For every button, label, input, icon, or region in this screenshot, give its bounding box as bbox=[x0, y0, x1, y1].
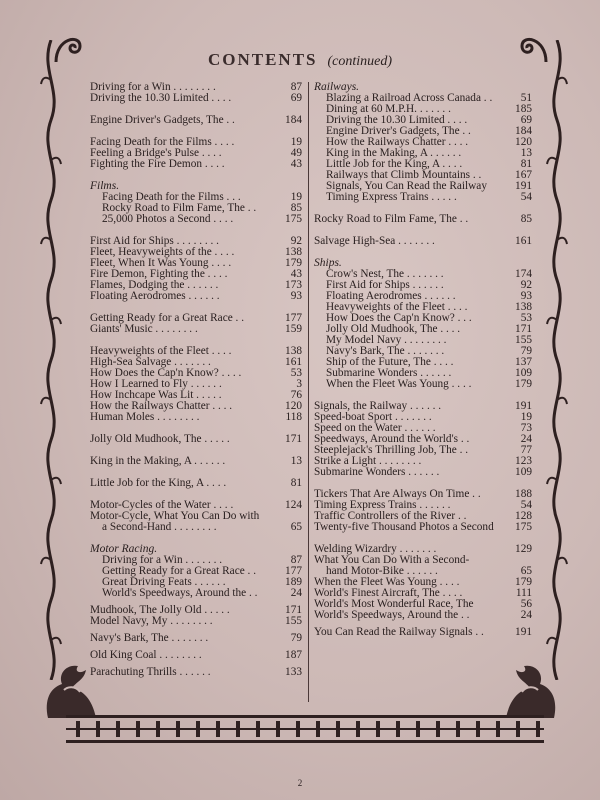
toc-entry bbox=[90, 566, 302, 577]
entry-title: Jolly Old Mudhook, The . . . . bbox=[326, 324, 461, 335]
entry-page: 53 bbox=[290, 367, 302, 379]
entry-page: 19 bbox=[290, 136, 302, 148]
entry-title: Steeplejack's Thrilling Job, The . . bbox=[314, 445, 469, 456]
toc-entry bbox=[90, 500, 302, 511]
entry-page: 49 bbox=[290, 147, 302, 159]
toc-entry bbox=[90, 616, 302, 627]
toc-entry bbox=[314, 280, 532, 291]
toc-entry bbox=[314, 115, 532, 126]
entry-title: Getting Ready for a Great Race . . bbox=[90, 313, 245, 324]
entry-title: Speed on the Water . . . . . . bbox=[314, 423, 436, 434]
toc-entry bbox=[314, 192, 532, 203]
toc-entry bbox=[314, 126, 532, 137]
entry-title: Great Driving Feats . . . . . . bbox=[102, 577, 226, 588]
entry-page: 177 bbox=[285, 565, 302, 577]
toc-entry bbox=[90, 412, 302, 423]
entry-title: Old King Coal . . . . . . . . bbox=[90, 650, 202, 661]
entry-page: 184 bbox=[515, 125, 532, 137]
entry-title: hand Motor-Bike . . . . . . bbox=[326, 566, 438, 577]
toc-entry bbox=[90, 434, 302, 445]
toc-entry bbox=[314, 467, 532, 478]
entry-title: High-Sea Salvage . . . . . . . bbox=[90, 357, 211, 368]
entry-page: 85 bbox=[520, 213, 532, 225]
entry-title: Fighting the Fire Demon . . . . bbox=[90, 159, 225, 170]
entry-page: 87 bbox=[290, 554, 302, 566]
entry-page: 87 bbox=[290, 81, 302, 93]
entry-page: 81 bbox=[520, 158, 532, 170]
toc-entry bbox=[90, 555, 302, 566]
entry-title: Parachuting Thrills . . . . . . bbox=[90, 667, 211, 678]
entry-title: Crow's Nest, The . . . . . . . bbox=[326, 269, 444, 280]
toc-entry bbox=[90, 650, 302, 661]
toc-entry bbox=[314, 159, 532, 170]
entry-page: 155 bbox=[285, 615, 302, 627]
entry-page: 118 bbox=[285, 411, 302, 423]
entry-title: Driving the 10.30 Limited . . . . bbox=[326, 115, 468, 126]
entry-title: How Does the Cap'n Know? . . . bbox=[326, 313, 472, 324]
toc-entry bbox=[90, 192, 302, 203]
entry-title: King in the Making, A . . . . . . bbox=[90, 456, 226, 467]
entry-title: Jolly Old Mudhook, The . . . . . bbox=[90, 434, 230, 445]
entry-page: 167 bbox=[515, 169, 532, 181]
entry-page: 191 bbox=[515, 400, 532, 412]
entry-title: Feeling a Bridge's Pulse . . . . bbox=[90, 148, 222, 159]
toc-entry bbox=[90, 401, 302, 412]
entry-page: 187 bbox=[285, 649, 302, 661]
entry-title: Submarine Wonders . . . . . . bbox=[314, 467, 440, 478]
entry-page: 174 bbox=[515, 268, 532, 280]
entry-title: Human Moles . . . . . . . . bbox=[90, 412, 200, 423]
entry-page: 177 bbox=[285, 312, 302, 324]
toc-entry bbox=[90, 368, 302, 379]
entry-title: World's Most Wonderful Race, The bbox=[314, 599, 474, 610]
toc-entry bbox=[314, 346, 532, 357]
spacer bbox=[314, 225, 532, 236]
title-continued: (continued) bbox=[327, 54, 393, 69]
toc-entry bbox=[314, 544, 532, 555]
toc-entry bbox=[90, 236, 302, 247]
entry-page: 19 bbox=[520, 411, 532, 423]
right-griffin-ornament bbox=[500, 660, 562, 720]
entry-title: Salvage High-Sea . . . . . . . bbox=[314, 236, 435, 247]
toc-entry bbox=[90, 667, 302, 678]
spacer bbox=[90, 445, 302, 456]
toc-entry bbox=[90, 478, 302, 489]
entry-title: Little Job for the King, A . . . . bbox=[326, 159, 463, 170]
entry-page: 138 bbox=[285, 246, 302, 258]
entry-page: 159 bbox=[285, 323, 302, 335]
entry-title: How Does the Cap'n Know? . . . . bbox=[90, 368, 242, 379]
entry-title: Facing Death for the Films . . . bbox=[102, 192, 241, 203]
spacer bbox=[90, 423, 302, 434]
toc-entry bbox=[314, 511, 532, 522]
entry-page: 65 bbox=[520, 565, 532, 577]
entry-page: 191 bbox=[515, 180, 532, 192]
entry-page: 161 bbox=[285, 356, 302, 368]
toc-entry bbox=[90, 456, 302, 467]
toc-entry bbox=[314, 170, 532, 181]
entry-page: 54 bbox=[520, 499, 532, 511]
entry-page: 109 bbox=[515, 466, 532, 478]
entry-page: 185 bbox=[515, 103, 532, 115]
entry-title: Giants' Music . . . . . . . . bbox=[90, 324, 198, 335]
entry-title: Dining at 60 M.P.H. . . . . . . bbox=[326, 104, 451, 115]
toc-entry bbox=[314, 148, 532, 159]
spacer bbox=[90, 302, 302, 313]
spacer bbox=[90, 467, 302, 478]
toc-entry bbox=[90, 633, 302, 644]
toc-entry bbox=[314, 214, 532, 225]
entry-page: 137 bbox=[515, 356, 532, 368]
toc-entry bbox=[90, 82, 302, 93]
toc-entry bbox=[90, 93, 302, 104]
entry-page: 24 bbox=[520, 433, 532, 445]
entry-title: King in the Making, A . . . . . . bbox=[326, 148, 462, 159]
toc-entry bbox=[314, 335, 532, 346]
entry-title: a Second-Hand . . . . . . . . bbox=[102, 522, 217, 533]
entry-title: Flames, Dodging the . . . . . . bbox=[90, 280, 219, 291]
spacer bbox=[90, 489, 302, 500]
entry-page: 128 bbox=[515, 510, 532, 522]
entry-page: 120 bbox=[515, 136, 532, 148]
toc-entry bbox=[314, 627, 532, 638]
entry-page: 188 bbox=[515, 488, 532, 500]
entry-page: 92 bbox=[520, 279, 532, 291]
spacer bbox=[314, 390, 532, 401]
toc-entry bbox=[90, 605, 302, 616]
entry-page: 179 bbox=[285, 257, 302, 269]
spacer bbox=[90, 170, 302, 181]
entry-page: 191 bbox=[515, 626, 532, 638]
entry-title: Fire Demon, Fighting the . . . . bbox=[90, 269, 228, 280]
entry-title: Welding Wizardry . . . . . . . bbox=[314, 544, 437, 555]
toc-entry bbox=[314, 401, 532, 412]
toc-entry bbox=[90, 214, 302, 225]
entry-page: 175 bbox=[285, 213, 302, 225]
entry-title: You Can Read the Railway Signals . . bbox=[314, 627, 484, 638]
entry-title: Engine Driver's Gadgets, The . . bbox=[326, 126, 471, 137]
toc-entry bbox=[90, 148, 302, 159]
entry-title: Heavyweights of the Fleet . . . . bbox=[326, 302, 468, 313]
entry-page: 171 bbox=[285, 433, 302, 445]
entry-page: 92 bbox=[290, 235, 302, 247]
toc-entry bbox=[90, 313, 302, 324]
entry-title: Floating Aerodromes . . . . . . bbox=[90, 291, 220, 302]
entry-page: 109 bbox=[515, 367, 532, 379]
entry-page: 161 bbox=[515, 235, 532, 247]
title-main: CONTENTS bbox=[207, 50, 318, 69]
entry-title: Driving the 10.30 Limited . . . . bbox=[90, 93, 232, 104]
entry-page: 184 bbox=[285, 114, 302, 126]
right-vine-ornament bbox=[546, 40, 568, 680]
entry-page: 133 bbox=[285, 666, 302, 678]
toc-entry bbox=[314, 137, 532, 148]
entry-title: Traffic Controllers of the River . . bbox=[314, 511, 467, 522]
entry-title: Little Job for the King, A . . . . bbox=[90, 478, 227, 489]
entry-page: 73 bbox=[520, 422, 532, 434]
entry-title: World's Speedways, Around the . . bbox=[314, 610, 470, 621]
toc-entry bbox=[314, 577, 532, 588]
section-heading: Films. bbox=[90, 180, 120, 192]
entry-title: Timing Express Trains . . . . . . bbox=[314, 500, 451, 511]
entry-title: World's Finest Aircraft, The . . . . bbox=[314, 588, 463, 599]
toc-entry bbox=[314, 357, 532, 368]
toc-entry bbox=[90, 357, 302, 368]
section-heading: Motor Racing. bbox=[90, 543, 158, 555]
right-column bbox=[314, 82, 532, 638]
entry-title: Railways that Climb Mountains . . bbox=[326, 170, 482, 181]
entry-page: 85 bbox=[290, 202, 302, 214]
entry-page: 19 bbox=[290, 191, 302, 203]
spacer bbox=[314, 247, 532, 258]
entry-page: 79 bbox=[520, 345, 532, 357]
entry-title: Rocky Road to Film Fame, The . . bbox=[102, 203, 257, 214]
toc-entry bbox=[314, 423, 532, 434]
toc-entry bbox=[90, 324, 302, 335]
entry-title: How I Learned to Fly . . . . . . bbox=[90, 379, 222, 390]
toc-entry bbox=[314, 302, 532, 313]
spacer bbox=[90, 335, 302, 346]
toc-entry bbox=[90, 577, 302, 588]
entry-page: 53 bbox=[520, 312, 532, 324]
entry-title: Twenty-five Thousand Photos a Second bbox=[314, 522, 494, 533]
entry-page: 54 bbox=[520, 191, 532, 203]
entry-title: How the Railways Chatter . . . . bbox=[90, 401, 233, 412]
entry-page: 43 bbox=[290, 268, 302, 280]
entry-title: Blazing a Railroad Across Canada . . bbox=[326, 93, 493, 104]
toc-entry bbox=[314, 522, 532, 533]
entry-title: When the Fleet Was Young . . . . bbox=[326, 379, 472, 390]
entry-title: Floating Aerodromes . . . . . . bbox=[326, 291, 456, 302]
spacer bbox=[90, 126, 302, 137]
entry-page: 123 bbox=[515, 455, 532, 467]
toc-entry bbox=[314, 489, 532, 500]
entry-page: 93 bbox=[290, 290, 302, 302]
entry-page: 129 bbox=[515, 543, 532, 555]
entry-title: Ship of the Future, The . . . . bbox=[326, 357, 454, 368]
toc-entry bbox=[90, 291, 302, 302]
entry-title: When the Fleet Was Young . . . . bbox=[314, 577, 460, 588]
entry-page: 171 bbox=[285, 604, 302, 616]
entry-page: 79 bbox=[290, 632, 302, 644]
entry-title: How Inchcape Was Lit . . . . . bbox=[90, 390, 222, 401]
toc-entry bbox=[314, 434, 532, 445]
toc-entry bbox=[314, 291, 532, 302]
entry-page: 43 bbox=[290, 158, 302, 170]
toc-entry bbox=[90, 390, 302, 401]
toc-entry bbox=[90, 346, 302, 357]
entry-page: 171 bbox=[515, 323, 532, 335]
toc-entry bbox=[314, 456, 532, 467]
spacer bbox=[90, 104, 302, 115]
entry-title: Rocky Road to Film Fame, The . . bbox=[314, 214, 469, 225]
entry-title: How the Railways Chatter . . . . bbox=[326, 137, 469, 148]
entry-page: 120 bbox=[285, 400, 302, 412]
entry-page: 124 bbox=[285, 499, 302, 511]
entry-page: 93 bbox=[520, 290, 532, 302]
entry-page: 24 bbox=[520, 609, 532, 621]
entry-title: Strike a Light . . . . . . . . bbox=[314, 456, 422, 467]
entry-page: 65 bbox=[290, 521, 302, 533]
entry-page: 81 bbox=[290, 477, 302, 489]
spacer bbox=[314, 533, 532, 544]
entry-page: 13 bbox=[520, 147, 532, 159]
entry-title: Motor-Cycles of the Water . . . . bbox=[90, 500, 234, 511]
entry-page: 69 bbox=[520, 114, 532, 126]
toc-entry bbox=[90, 159, 302, 170]
entry-page: 138 bbox=[285, 345, 302, 357]
toc-entry bbox=[90, 203, 302, 214]
toc-entry bbox=[90, 280, 302, 291]
entry-title: Timing Express Trains . . . . . bbox=[326, 192, 457, 203]
toc-entry bbox=[314, 104, 532, 115]
entry-title: Signals, the Railway . . . . . . bbox=[314, 401, 442, 412]
toc-entry bbox=[314, 599, 532, 610]
entry-page: 13 bbox=[290, 455, 302, 467]
entry-page: 3 bbox=[296, 378, 302, 390]
entry-page: 173 bbox=[285, 279, 302, 291]
entry-title: My Model Navy . . . . . . . . bbox=[326, 335, 447, 346]
left-column bbox=[90, 82, 302, 678]
toc-entry bbox=[314, 236, 532, 247]
spacer bbox=[314, 478, 532, 489]
toc-entry bbox=[90, 115, 302, 126]
page-title bbox=[0, 50, 600, 70]
entry-title: Mudhook, The Jolly Old . . . . . bbox=[90, 605, 230, 616]
toc-entry bbox=[90, 588, 302, 599]
entry-page: 77 bbox=[520, 444, 532, 456]
entry-title: Speedways, Around the World's . . bbox=[314, 434, 470, 445]
entry-page: 69 bbox=[290, 92, 302, 104]
entry-title: Getting Ready for a Great Race . . bbox=[102, 566, 257, 577]
toc-entry bbox=[314, 379, 532, 390]
entry-page: 51 bbox=[520, 92, 532, 104]
entry-title: Driving for a Win . . . . . . . bbox=[102, 555, 223, 566]
toc-entry bbox=[90, 258, 302, 269]
toc-entry bbox=[90, 247, 302, 258]
entry-title: Signals, You Can Read the Railway bbox=[326, 181, 487, 192]
toc-entry bbox=[90, 522, 302, 533]
entry-title: 25,000 Photos a Second . . . . bbox=[102, 214, 234, 225]
toc-entry bbox=[90, 511, 302, 522]
entry-page: 111 bbox=[515, 587, 532, 599]
toc-entry bbox=[314, 610, 532, 621]
entry-title: World's Speedways, Around the . . bbox=[102, 588, 258, 599]
section-heading: Ships. bbox=[314, 257, 342, 269]
entry-title: Submarine Wonders . . . . . . bbox=[326, 368, 452, 379]
entry-title: Model Navy, My . . . . . . . . bbox=[90, 616, 213, 627]
toc-entry bbox=[314, 445, 532, 456]
toc-entry bbox=[314, 368, 532, 379]
entry-title: Facing Death for the Films . . . . bbox=[90, 137, 235, 148]
entry-title: Motor-Cycle, What You Can Do with bbox=[90, 511, 260, 522]
entry-page: 155 bbox=[515, 334, 532, 346]
entry-title: Navy's Bark, The . . . . . . . bbox=[90, 633, 209, 644]
section-heading: Railways. bbox=[314, 81, 360, 93]
toc-entry bbox=[314, 181, 532, 192]
entry-title: Engine Driver's Gadgets, The . . bbox=[90, 115, 235, 126]
toc-entry bbox=[314, 269, 532, 280]
toc-entry bbox=[314, 412, 532, 423]
entry-title: Speed-boat Sport . . . . . . . bbox=[314, 412, 432, 423]
toc-entry bbox=[90, 379, 302, 390]
entry-title: First Aid for Ships . . . . . . bbox=[326, 280, 444, 291]
left-vine-ornament bbox=[40, 40, 62, 680]
bottom-border-band bbox=[66, 715, 544, 743]
entry-title: Fleet, When It Was Young . . . . bbox=[90, 258, 232, 269]
entry-page: 179 bbox=[515, 576, 532, 588]
toc-entry bbox=[314, 500, 532, 511]
entry-page: 175 bbox=[515, 521, 532, 533]
entry-page: 56 bbox=[520, 598, 532, 610]
entry-title: What You Can Do With a Second- bbox=[314, 555, 470, 566]
toc-entry bbox=[314, 555, 532, 566]
entry-page: 76 bbox=[290, 389, 302, 401]
toc-entry bbox=[314, 588, 532, 599]
spacer bbox=[314, 203, 532, 214]
entry-page: 179 bbox=[515, 378, 532, 390]
toc-entry bbox=[314, 93, 532, 104]
column-divider bbox=[308, 82, 309, 702]
entry-page: 138 bbox=[515, 301, 532, 313]
toc-entry bbox=[90, 137, 302, 148]
entry-title: First Aid for Ships . . . . . . . . bbox=[90, 236, 219, 247]
entry-title: Tickers That Are Always On Time . . bbox=[314, 489, 481, 500]
spacer bbox=[90, 225, 302, 236]
toc-entry bbox=[314, 313, 532, 324]
entry-title: Heavyweights of the Fleet . . . . bbox=[90, 346, 232, 357]
toc-entry bbox=[314, 566, 532, 577]
entry-title: Driving for a Win . . . . . . . . bbox=[90, 82, 216, 93]
entry-page: 24 bbox=[290, 587, 302, 599]
entry-title: Navy's Bark, The . . . . . . . bbox=[326, 346, 445, 357]
page-number: 2 bbox=[297, 778, 303, 788]
toc-entry bbox=[314, 324, 532, 335]
entry-title: Fleet, Heavyweights of the . . . . bbox=[90, 247, 235, 258]
entry-page: 189 bbox=[285, 576, 302, 588]
toc-entry bbox=[90, 269, 302, 280]
